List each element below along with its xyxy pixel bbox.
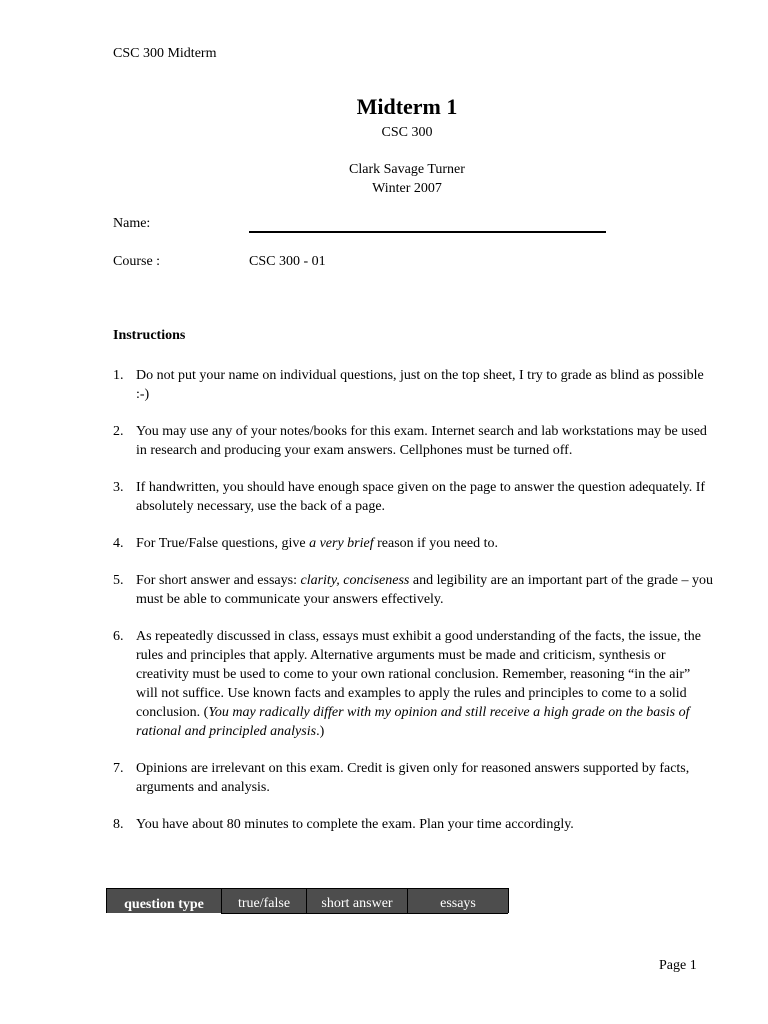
table-header-true-false: true/false xyxy=(221,889,306,914)
table-header-question-type: question type xyxy=(106,889,221,913)
instruction-item xyxy=(113,759,713,797)
item-text: If handwritten, you should have enough space given on the page to answer the question adequately. If absolutely necessary, use the back of a page. xyxy=(136,480,706,514)
table-header-short-answer: short answer xyxy=(306,889,407,914)
item-text: You may use any of your notes/books for this exam. Internet search and lab workstations may be used in research and producing your exam answers. Cellphones must be turned off. xyxy=(136,424,707,458)
item-number: 2. xyxy=(113,424,124,439)
name-field-line[interactable] xyxy=(249,231,606,233)
course-label: Course : xyxy=(113,254,161,269)
table-header-essays: essays xyxy=(407,889,508,914)
running-header: CSC 300 Midterm xyxy=(113,46,217,61)
item-text: For True/False questions, give a very brief reason if you need to. xyxy=(136,536,499,551)
instruction-item xyxy=(113,366,713,404)
course-code: CSC 300 xyxy=(381,125,433,140)
course-value: CSC 300 - 01 xyxy=(249,254,326,269)
page-number: Page 1 xyxy=(659,958,697,973)
item-number: 7. xyxy=(113,761,124,776)
instructions-list xyxy=(113,366,713,852)
item-number: 4. xyxy=(113,536,124,551)
instructions-heading: Instructions xyxy=(113,328,186,343)
instruction-item xyxy=(113,571,713,609)
instruction-item xyxy=(113,422,713,460)
name-label: Name: xyxy=(113,216,151,231)
instructor-name: Clark Savage Turner xyxy=(349,162,465,177)
term: Winter 2007 xyxy=(372,181,442,196)
instruction-item xyxy=(113,478,713,516)
item-text: Do not put your name on individual questions, just on the top sheet, I try to grade as blind as possible :-) xyxy=(136,368,704,402)
item-text: For short answer and essays: clarity, conciseness and legibility are an important part of the grade – you must be able to communicate your answers effectively. xyxy=(136,573,713,607)
item-number: 8. xyxy=(113,817,124,832)
instruction-item xyxy=(113,815,713,834)
item-number: 1. xyxy=(113,368,124,383)
item-text: Opinions are irrelevant on this exam. Credit is given only for reasoned answers supported by facts, arguments and analysis. xyxy=(136,761,690,795)
item-text: As repeatedly discussed in class, essays must exhibit a good understanding of the facts, the issue, the rules and principles that apply. Alternative arguments must be made and criticism, synthesis or creativity must be used to come to your own rational conclusion. Remember, reasoning “in the air” will not suffice. Use known facts and examples to apply the rules and principles to come to a solid conclusion. (You may radically differ with my opinion and still receive a high grade on the basis of rational and principled analysis.) xyxy=(136,629,701,739)
exam-title: Midterm 1 xyxy=(356,94,458,119)
item-number: 6. xyxy=(113,629,124,644)
item-number: 3. xyxy=(113,480,124,495)
instruction-item xyxy=(113,534,713,553)
instruction-item xyxy=(113,627,713,741)
score-table xyxy=(106,888,509,913)
item-text: You have about 80 minutes to complete the exam. Plan your time accordingly. xyxy=(136,817,574,832)
item-number: 5. xyxy=(113,573,124,588)
